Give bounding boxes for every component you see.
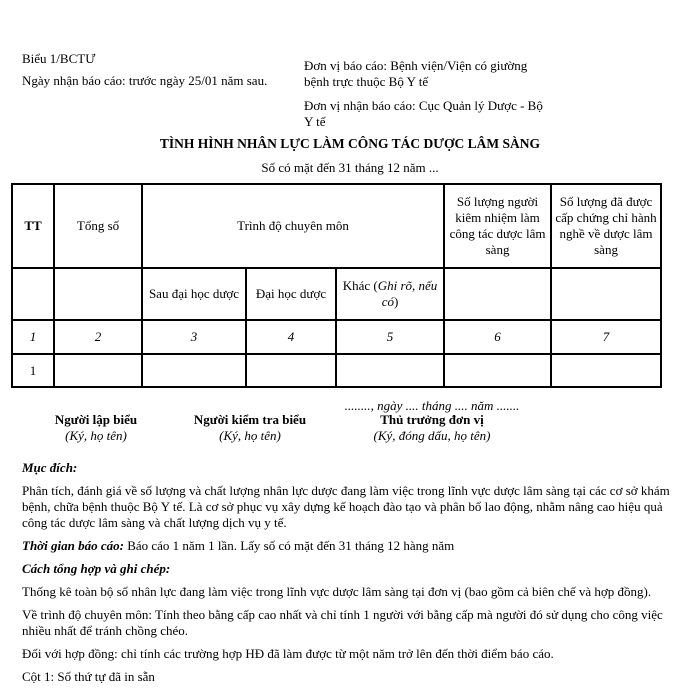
table-cell[interactable] [246, 354, 336, 387]
table-cell[interactable] [142, 354, 246, 387]
header-right [304, 58, 544, 138]
subheader-postgrad: Sau đại học dược [142, 268, 246, 320]
subheader-other [336, 268, 444, 320]
head-title: Thủ trưởng đơn vị [380, 412, 484, 427]
header-certified: Số lượng đã được cấp chứng chỉ hành nghề về dược lâm sàng [551, 184, 661, 268]
header-total: Tổng số [54, 184, 142, 268]
table-header-row [12, 184, 661, 268]
subheader-other-prefix: Khác ( [342, 278, 378, 293]
checker-note: (Ký, họ tên) [219, 428, 281, 443]
table-subheader-row [12, 268, 661, 320]
header-tt: TT [12, 184, 54, 268]
header-left [22, 51, 312, 95]
column1-text: Cột 1: Số thứ tự đã in sẵn [22, 669, 155, 684]
time-heading: Thời gian báo cáo: [22, 538, 124, 553]
time-text: Báo cáo 1 năm 1 lần. Lấy số có mặt đến 31 tháng 12 hàng năm [123, 538, 455, 553]
header-qualification: Trình độ chuyên môn [142, 184, 444, 268]
col-number: 4 [246, 320, 336, 354]
col-number: 3 [142, 320, 246, 354]
instructions [22, 460, 670, 692]
contract-text: Đối với hợp đồng: chỉ tính các trường hợp HĐ đã làm được từ một năm trở lên đến thời điểm báo cáo. [22, 646, 554, 661]
staffing-table [11, 183, 662, 388]
reporting-unit: Đơn vị báo cáo: Bệnh viện/Viện có giường bệnh trực thuộc Bộ Y tế [304, 58, 528, 89]
signature-head [352, 412, 512, 444]
subheader-empty [551, 268, 661, 320]
time-line [22, 538, 670, 554]
subheader-other-suffix: ) [393, 294, 399, 309]
subheader-empty [54, 268, 142, 320]
receiving-unit: Đơn vị nhận báo cáo: Cục Quản lý Dược - Bộ Y tế [304, 98, 543, 129]
qualification-text: Về trình độ chuyên môn: Tính theo bằng cấp cao nhất và chỉ tính 1 người với bằng cấp mà người đó sử dụng cho công việc nhiều nhất để tránh chồng chéo. [22, 607, 663, 638]
page-title: TÌNH HÌNH NHÂN LỰC LÀM CÔNG TÁC DƯỢC LÂM SÀNG [159, 136, 541, 151]
checker-title: Người kiểm tra biểu [193, 412, 307, 427]
col-number: 1 [12, 320, 54, 354]
subheader-other-note: Ghi rõ, nếu có [377, 278, 438, 309]
subheader-empty [12, 268, 54, 320]
preparer-title: Người lập biểu [54, 412, 138, 427]
table-cell[interactable] [551, 354, 661, 387]
method-heading: Cách tổng hợp và ghi chép: [22, 561, 171, 576]
col-number: 5 [336, 320, 444, 354]
preparer-note: (Ký, họ tên) [65, 428, 127, 443]
signature-preparer [16, 412, 176, 444]
row-tt: 1 [12, 354, 54, 387]
head-note: (Ký, đóng dấu, họ tên) [373, 428, 491, 443]
signature-checker [170, 412, 330, 444]
form-code: Biểu 1/BCTƯ [22, 51, 96, 66]
header-concurrent: Số lượng người kiêm nhiệm làm công tác dược lâm sàng [444, 184, 551, 268]
col-number: 6 [444, 320, 551, 354]
purpose-heading: Mục đích: [22, 460, 78, 475]
table-cell[interactable] [336, 354, 444, 387]
page-subtitle: Số có mặt đến 31 tháng 12 năm ... [261, 160, 439, 175]
purpose-text: Phân tích, đánh giá về số lượng và chất lượng nhân lực dược đang làm việc trong lĩnh vực dược lâm sàng tại các cơ sở khám bệnh, chữa bệnh thuộc Bộ Y tế. Là cơ sở phục vụ xây dựng kế hoạch đào tạo và phân bổ lao động, nhằm nâng cao hiệu quả công tác dược lâm sàng và chất lượng dịch vụ y tế. [22, 483, 670, 530]
subheader-empty [444, 268, 551, 320]
subheader-university: Đại học dược [246, 268, 336, 320]
table-number-row [12, 320, 661, 354]
col-number: 2 [54, 320, 142, 354]
date-line: ........, ngày .... tháng .... năm ....... [344, 398, 520, 413]
stat-text: Thống kê toàn bộ số nhân lực đang làm việc trong lĩnh vực dược lâm sàng tại đơn vị (bao gồm cả biên chế và hợp đồng). [22, 584, 652, 599]
receive-date: Ngày nhận báo cáo: trước ngày 25/01 năm sau. [22, 73, 268, 88]
table-cell[interactable] [54, 354, 142, 387]
table-row [12, 354, 661, 387]
col-number: 7 [551, 320, 661, 354]
table-cell[interactable] [444, 354, 551, 387]
